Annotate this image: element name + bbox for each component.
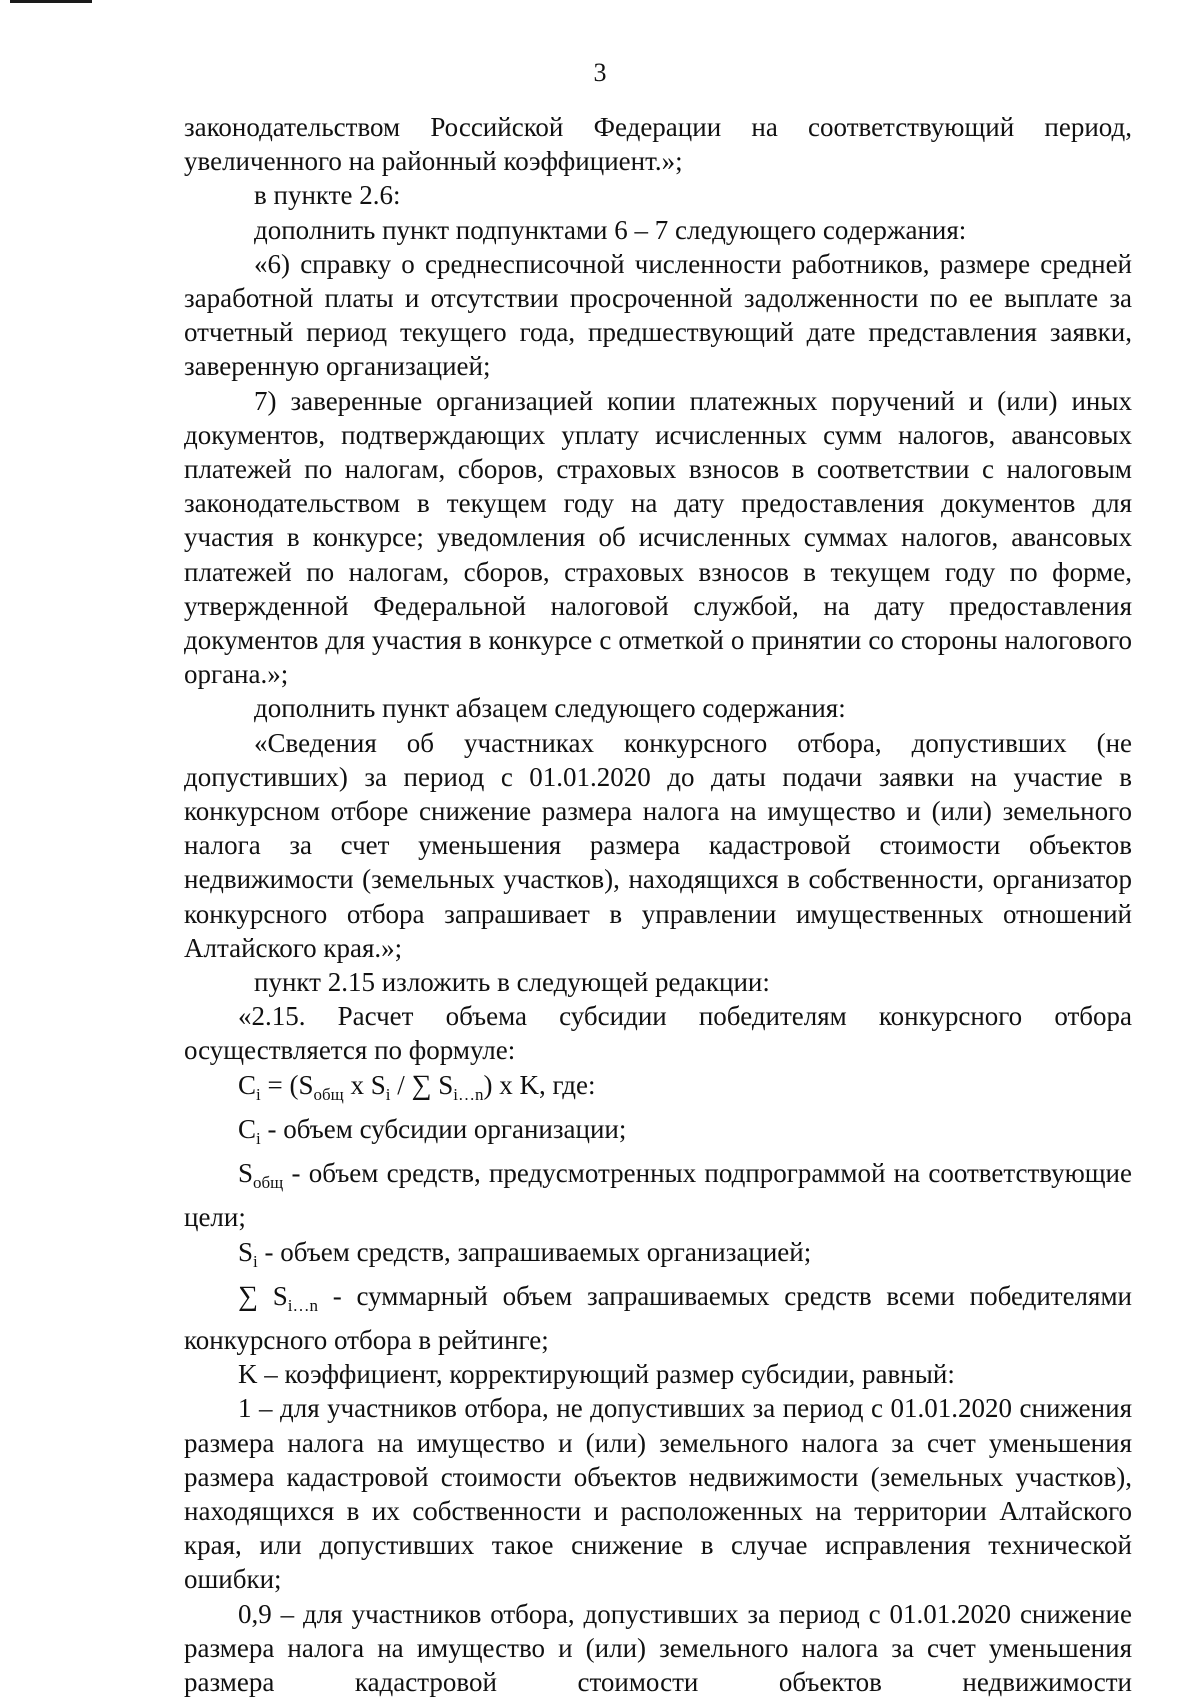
definition-ci <box>184 1112 1132 1156</box>
formula-sub-obsh: общ <box>313 1084 344 1104</box>
page-number: 3 <box>593 58 607 87</box>
paragraph-continuation: законодательством Российской Федерации на соответствующий период, увеличенного на районный коэффициент.»; <box>184 112 1132 177</box>
definition-sum-sub: i…n <box>287 1295 318 1315</box>
definition-sum-text: - суммарный объем запрашиваемых средств всеми победителями конкурсного отбора в рейтинге; <box>184 1280 1132 1355</box>
coefficient-1: 1 – для участников отбора, не допустивших за период с 01.01.2020 снижения размера налога на имущество и (или) земельного налога за счет уменьшения размера кадастровой стоимости объектов недвижимости (земельных участков), находящихся в их собственности и расположенных на территории Алтайского края, или допустивших такое снижение в случае исправления технической ошибки; <box>184 1393 1132 1595</box>
definition-k: K – коэффициент, корректирующий размер субсидии, равный: <box>238 1359 955 1390</box>
definition-sobsh <box>184 1156 1132 1234</box>
formula-s: S <box>431 1069 454 1100</box>
formula-x-s: x S <box>343 1069 386 1100</box>
formula-c: C <box>238 1069 257 1100</box>
scan-edge-mark <box>10 0 92 3</box>
paragraph-subpoint-7: 7) заверенные организацией копии платежных поручений и (или) иных документов, подтверждающих уплату исчисленных сумм налогов, авансовых платежей по налогам, сборов, страховых взносов в соответствии с налоговым законодательством в текущем году на дату предоставления документов для участия в конкурсе; уведомления об исчисленных суммах налогов, авансовых платежей по налогам, сборов, страховых взносов в текущем году по форме, утвержденной Федеральной налоговой службой, на дату предоставления документов для участия в конкурсе с отметкой о принятии со стороны налогового органа.»; <box>184 385 1132 690</box>
definition-si-text: - объем средств, запрашиваемых организацией; <box>257 1236 812 1267</box>
definition-sobsh-sub: общ <box>253 1173 284 1193</box>
paragraph-participants-info: «Сведения об участниках конкурсного отбора, допустивших (не допустивших) за период с 01.01.2020 до даты подачи заявки на участие в конкурсном отборе снижение размера налога на имущество и (или) земельного налога за счет уменьшения размера кадастровой стоимости объектов недвижимости (земельных участков), находящихся в собственности, организатор конкурсного отбора запрашивает в управлении имущественных отношений Алтайского края.»; <box>184 727 1132 963</box>
definition-si <box>184 1235 1132 1279</box>
paragraph-subpoint-6: «6) справку о среднесписочной численности работников, размере средней заработной платы и отсутствии просроченной задолженности по ее выплате за отчетный период текущего года, предшествующий дате представления заявки, заверенную организацией; <box>184 248 1132 382</box>
formula-sub-i: i <box>256 1084 261 1104</box>
paragraph-add-subpoints: дополнить пункт подпунктами 6 – 7 следующего содержания: <box>254 214 967 245</box>
paragraph-point-2-6: в пункте 2.6: <box>254 180 401 211</box>
paragraph-subsidy-calculation: «2.15. Расчет объема субсидии победителям конкурсного отбора осуществляется по формуле: <box>184 1001 1132 1066</box>
formula-sub-i-n: i…n <box>453 1084 484 1104</box>
formula-sub-i-2: i <box>385 1084 391 1104</box>
document-body <box>184 110 1132 1699</box>
formula-eq-open: = (S <box>260 1069 314 1100</box>
formula <box>184 1068 1132 1112</box>
definition-sum-symbol: S <box>257 1280 288 1311</box>
definition-sobsh-symbol: S <box>238 1158 254 1189</box>
paragraph-add-clause: дополнить пункт абзацем следующего содержания: <box>254 693 846 724</box>
formula-divide: / <box>390 1069 412 1100</box>
definition-ci-text: - объем субсидии организации; <box>260 1113 627 1144</box>
coefficient-0-9: 0,9 – для участников отбора, допустивших за период с 01.01.2020 снижение размера налога на имущество и (или) земельного налога за счет уменьшения размера кадастровой стоимости объектов недвижимости <box>184 1598 1132 1697</box>
sum-icon: ∑ <box>238 1280 258 1312</box>
definition-si-symbol: S <box>238 1236 254 1267</box>
definition-sobsh-text: - объем средств, предусмотренных подпрограммой на соответствующие цели; <box>184 1158 1132 1233</box>
definition-si-sub: i <box>253 1251 258 1271</box>
formula-tail: ) x K, где: <box>483 1069 596 1100</box>
definition-ci-symbol: C <box>238 1113 257 1144</box>
definition-sum <box>184 1279 1132 1357</box>
sum-icon: ∑ <box>411 1069 432 1101</box>
paragraph-point-2-15: пункт 2.15 изложить в следующей редакции: <box>254 967 770 998</box>
definition-ci-sub: i <box>256 1128 261 1148</box>
